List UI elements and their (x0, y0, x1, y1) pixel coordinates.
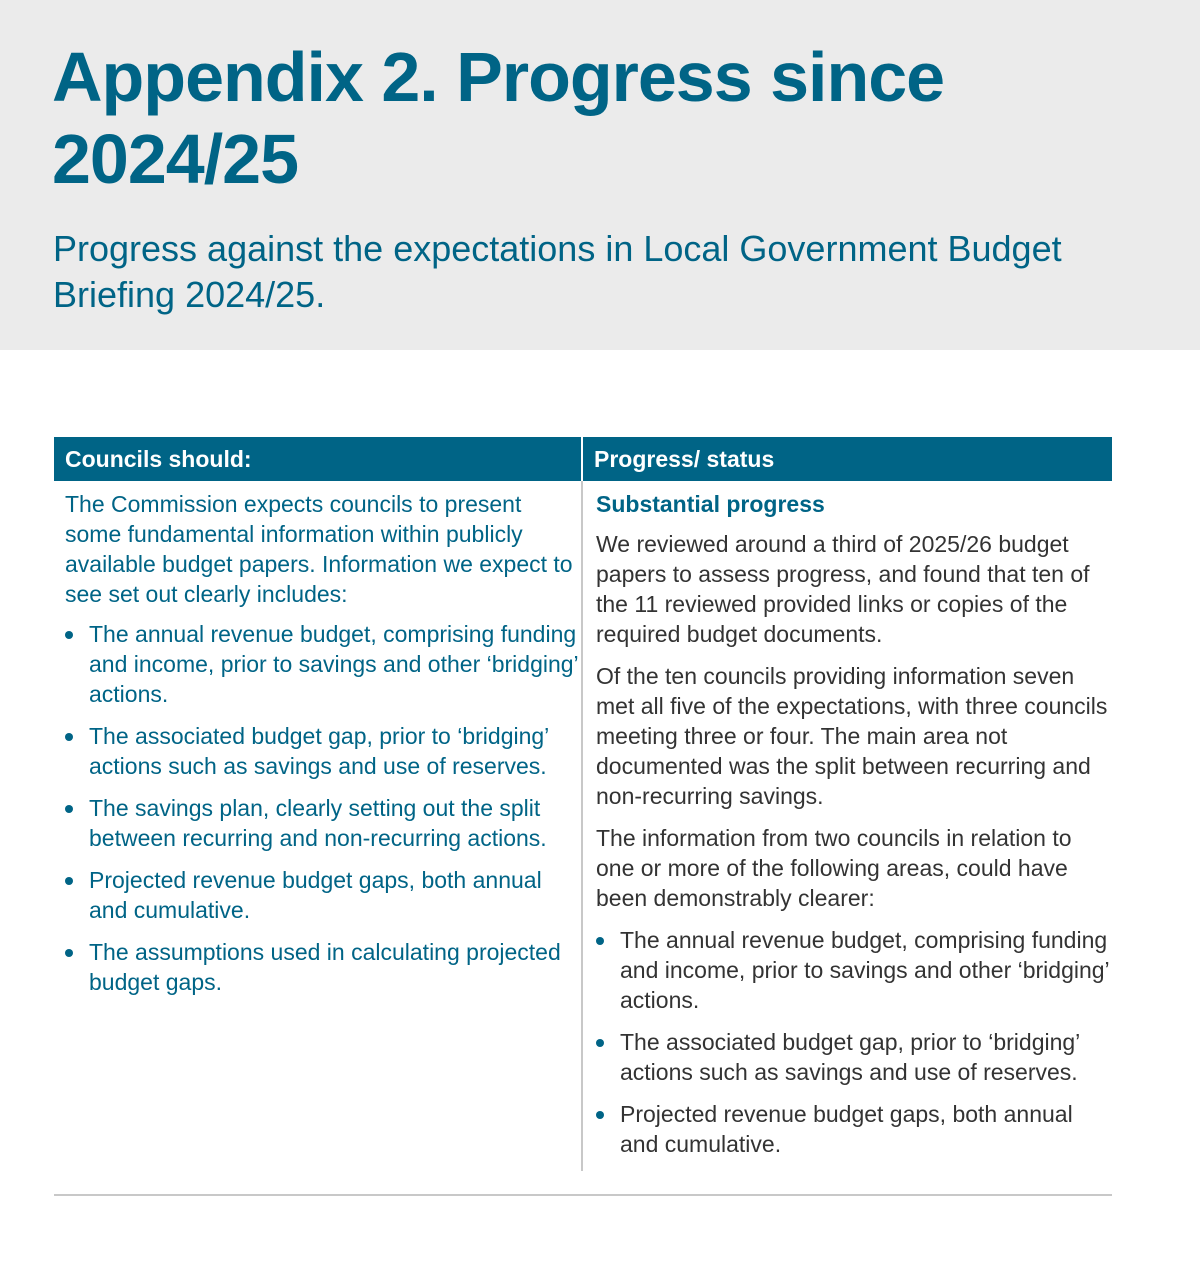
header-progress-status: Progress/ status (583, 437, 1112, 481)
list-item: The savings plan, clearly setting out the split between recurring and non-recurring actions. (65, 793, 581, 853)
bullet-icon (65, 733, 73, 741)
progress-status-cell (581, 481, 1112, 1171)
councils-should-cell (54, 481, 581, 1171)
list-item: The associated budget gap, prior to ‘bridging’ actions such as savings and use of reserves. (596, 1027, 1112, 1087)
progress-paragraph: We reviewed around a third of 2025/26 budget papers to assess progress, and found that ten of the 11 reviewed provided links or copies of the required budget documents. (596, 531, 1090, 647)
list-item: The assumptions used in calculating projected budget gaps. (65, 937, 581, 997)
bullet-icon (596, 1111, 604, 1119)
header-councils-should: Councils should: (54, 437, 581, 481)
bullet-icon (65, 877, 73, 885)
list-item: Projected revenue budget gaps, both annual and cumulative. (65, 865, 581, 925)
bullet-icon (65, 949, 73, 957)
bullet-icon (596, 1039, 604, 1047)
status-label: Substantial progress (596, 491, 825, 517)
bullet-icon (596, 937, 604, 945)
page-subtitle: Progress against the expectations in Local Government Budget Briefing 2024/25. (53, 228, 1062, 315)
expectations-intro: The Commission expects councils to present some fundamental information within publicly available budget papers. Information we expect to see set out clearly includes: (65, 491, 573, 607)
page-title: Appendix 2. Progress since 2024/25 (52, 38, 945, 198)
bullet-icon (65, 631, 73, 639)
list-item: Projected revenue budget gaps, both annual and cumulative. (596, 1099, 1112, 1159)
list-item: The annual revenue budget, comprising funding and income, prior to savings and other ‘bridging’ actions. (65, 619, 581, 709)
list-item: The associated budget gap, prior to ‘bridging’ actions such as savings and use of reserves. (65, 721, 581, 781)
expectations-list (65, 619, 581, 997)
progress-table (54, 437, 1112, 1171)
header-band (0, 0, 1200, 350)
footer-divider (54, 1194, 1112, 1196)
progress-paragraph: Of the ten councils providing information seven met all five of the expectations, with three councils meeting three or four. The main area not documented was the split between recurring and non-recurring savings. (596, 663, 1108, 809)
table-header-row (54, 437, 1112, 481)
table-body-row (54, 481, 1112, 1171)
list-item: The annual revenue budget, comprising funding and income, prior to savings and other ‘bridging’ actions. (596, 925, 1112, 1015)
clarity-areas-list (596, 925, 1112, 1159)
progress-paragraph: The information from two councils in relation to one or more of the following areas, could have been demonstrably clearer: (596, 825, 1072, 911)
bullet-icon (65, 805, 73, 813)
